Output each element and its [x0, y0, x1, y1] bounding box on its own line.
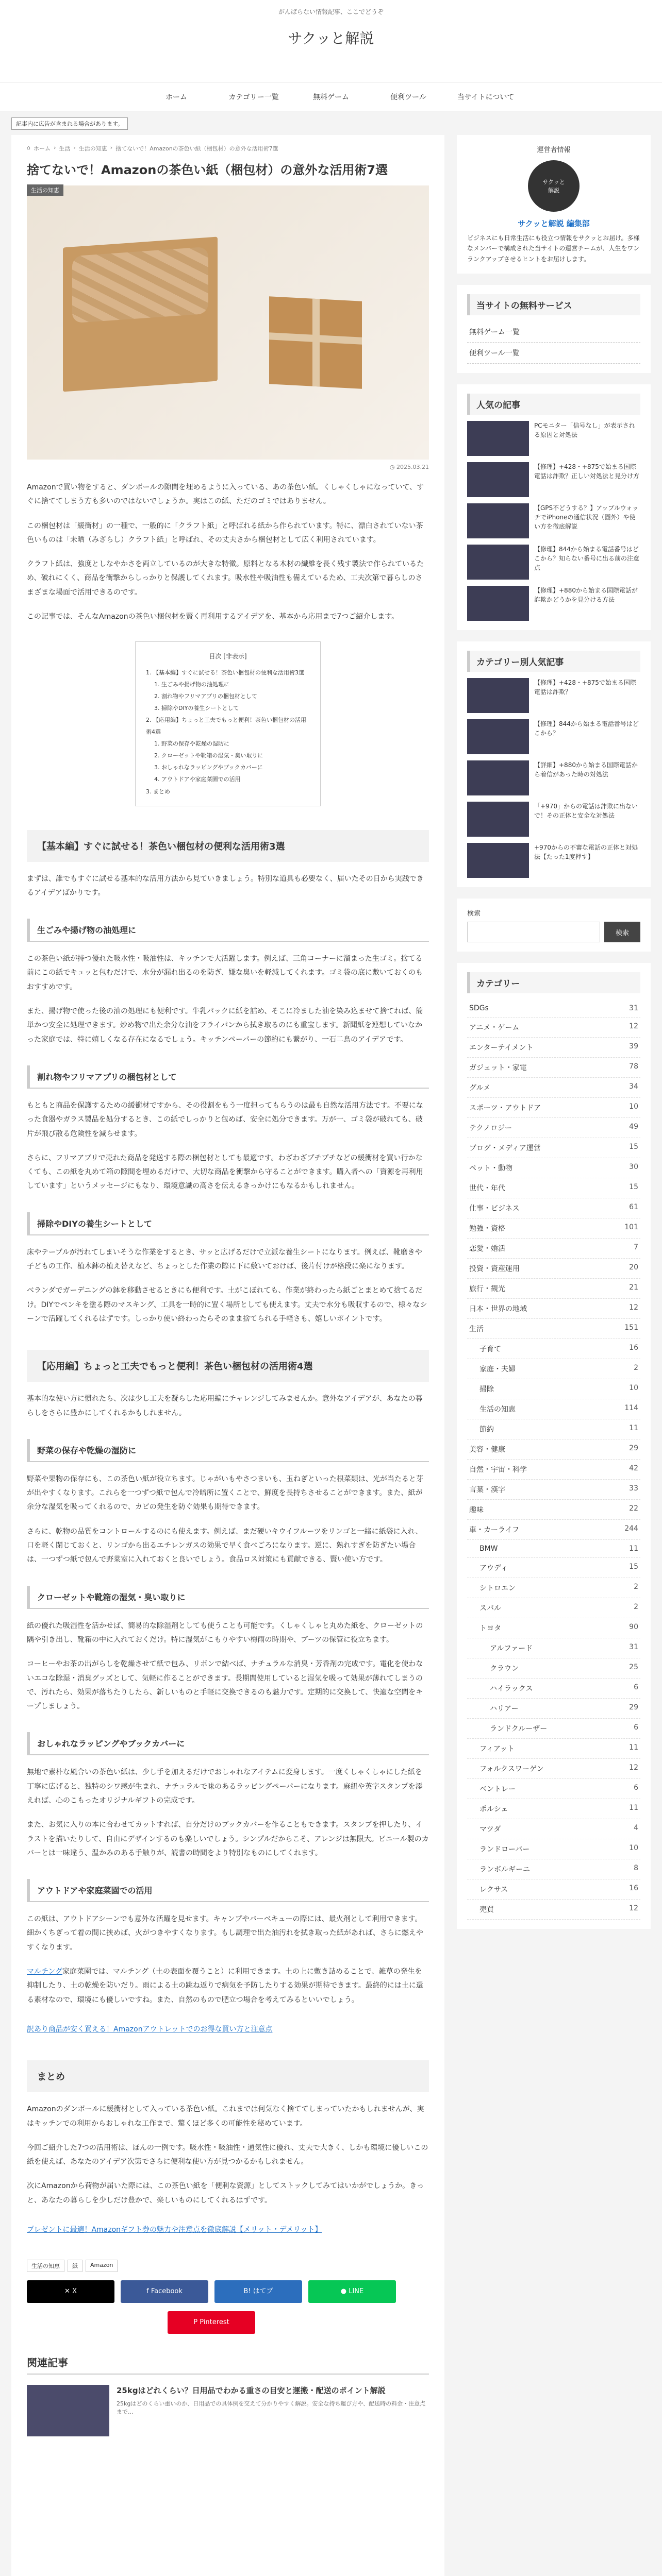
category-name: BMW	[479, 1545, 498, 1553]
category-count: 6	[634, 1683, 638, 1692]
pr-notice: 記事内に広告が含まれる場合があります。	[11, 117, 128, 130]
tag-list	[27, 2260, 429, 2272]
popular-title[interactable]: 【詳細】+880から始まる国際電話から着信があった時の対処法	[534, 761, 638, 778]
toc-item[interactable]: 4. アウトドアや家庭菜園での活用	[154, 776, 241, 783]
category-name: テクノロジー	[469, 1124, 512, 1133]
category-name: スバル	[479, 1604, 501, 1613]
category-label[interactable]: 生活の知恵	[27, 184, 63, 196]
body-paragraph: また、お気に入りの本に合わせてカットすれば、自分だけのブックカバーを作ることもできます。スタンプを押したり、イラストを描いたりして、自由にデザインするのも楽しいでしょう。シンプルだからこそ、アレンジは無限大。ビニール製のカバーとは一味違う、温かみのある手触りが、読書の時間をより特別なものにしてくれます。	[27, 1821, 429, 1857]
search-button[interactable]: 検索	[604, 922, 640, 942]
related-article-title[interactable]: 25kgはどれくらい？日用品でわかる重さの目安と運搬・配送のポイント解説	[117, 2386, 386, 2396]
subsection-heading: アウトドアや家庭菜園での活用	[27, 1879, 429, 1902]
category-name: フィアット	[479, 1745, 515, 1754]
popular-thumbnail[interactable]	[467, 503, 529, 538]
category-item[interactable]	[467, 1699, 640, 1719]
category-count: 49	[629, 1123, 638, 1131]
category-name: スポーツ・アウトドア	[469, 1104, 541, 1113]
body-paragraph: さらに、乾物の品質をコントロールするのにも使えます。例えば、まだ硬いキウイフルーツをリンゴと一緒に紙袋に入れ、口を軽く閉じておくと、リンゴから出るエチレンガスの効果で早く食べごろになります。逆に、熟れすぎを防ぎたい場合は、一つずつ紙で包んで野菜室に入れておくと良いでしょう。食品ロス対策にも貢献できる、賢い使い方です。	[27, 1527, 423, 1564]
category-count: 151	[624, 1324, 638, 1332]
category-item[interactable]	[467, 1779, 640, 1799]
category-count: 7	[634, 1243, 638, 1252]
category-name: アルファード	[490, 1645, 533, 1653]
global-nav	[0, 82, 662, 111]
body-paragraph: 次にAmazonから荷物が届いた際には、この茶色い紙を「便利な資源」としてストックしてみてはいかがでしょうか。きっと、あなたの暮らしを少しだけ豊かで、楽しいものにしてくれるはずです。	[27, 2182, 424, 2205]
breadcrumb-life[interactable]: 生活	[59, 145, 71, 152]
category-name: グルメ	[469, 1084, 491, 1093]
category-item[interactable]	[467, 1598, 640, 1618]
body-paragraph: また、揚げ物で使った後の油の処理にも便利です。牛乳パックに紙を詰め、そこに冷ました油を染み込ませて捨てれば、簡単かつ安全に処理できます。炒め物で出た余分な油をフライパンから拭き取るのにも重宝します。新聞紙を連想していなかった家庭では、特に嬉しくなる存在になるでしょう。キッチンペーパーの節約にも繋がり、一石二鳥のアイデアです。	[27, 1007, 423, 1044]
category-name: ペット・動物	[469, 1164, 512, 1173]
category-name: 日本・世界の地域	[469, 1305, 527, 1314]
related-heading: 関連記事	[27, 2354, 429, 2375]
line-icon: ●	[340, 2287, 349, 2296]
category-count: 10	[629, 1844, 638, 1853]
body-paragraph: Amazonのダンボールに緩衝材として入っている茶色い紙。これまでは何気なく捨ててしまっていたかもしれませんが、実はキッチンでの利用からおしゃれな工作まで、驚くほど多くの可能性を秘めています。	[27, 2105, 424, 2128]
category-name: 掃除	[479, 1385, 494, 1394]
category-item[interactable]	[467, 1500, 640, 1520]
body-paragraph: ベランダでガーデニングの鉢を移動させるときにも便利です。土がこぼれても、作業が終わったら紙ごとまとめて捨てるだけ。DIYでペンキを塗る際のマスキング、工具を一時的に置く場所としても使えます。丈夫で水分も吸収するので、様々なシーンで活躍してくれるはずです。しっかり使い終わったらそのまま捨てられる手軽さも、嬉しいポイントです。	[27, 1286, 427, 1323]
popular-thumbnail[interactable]	[467, 586, 529, 621]
category-count: 12	[629, 1904, 638, 1913]
category-count: 42	[629, 1464, 638, 1473]
category-name: シトロエン	[479, 1584, 516, 1593]
paragraph-text: 家庭菜園では、マルチング（土の表面を覆うこと）に利用できます。土の上に敷き詰めることで、雑草の発生を抑制したり、土の乾燥を防いだり。雨による土の跳ね返りで病気を予防したりする効果が期待できます。最終的には土に還る素材なので、環境にも優しいですね。また、自然のもので肥立つ場合を考えてみるといいでしょう。	[27, 1968, 423, 2004]
category-name: 家庭・夫婦	[479, 1365, 516, 1374]
toc-item[interactable]: 2. 割れ物やフリマアプリの梱包材として	[154, 692, 257, 700]
category-name: 言葉・漢字	[469, 1486, 505, 1495]
site-tagline: がんばらない情報記事、ここでどうぞ	[278, 8, 384, 15]
category-name: 売買	[479, 1906, 494, 1914]
category-item[interactable]	[467, 1299, 640, 1319]
category-count: 12	[629, 1022, 638, 1031]
category-item[interactable]	[467, 999, 640, 1018]
category-item[interactable]	[467, 1218, 640, 1239]
subsection-heading: クローゼットや靴箱の湿気・臭い取りに	[27, 1586, 429, 1609]
body-paragraph: 床やテーブルが汚れてしまいそうな作業をするとき、サッと広げるだけで立派な養生シートになります。例えば、靴磨きや子どもの工作、植木鉢の植え替えなど、ちょっとした作業の際に下に敷いておけば、後片付けが格段に楽になります。	[27, 1248, 422, 1271]
category-item[interactable]	[467, 1719, 640, 1739]
category-count: 2	[634, 1364, 638, 1372]
popular-article[interactable]	[467, 545, 640, 580]
popular-thumbnail[interactable]	[467, 678, 529, 713]
category-count: 15	[629, 1143, 638, 1151]
widget-title: カテゴリー別人気記事	[467, 651, 640, 672]
category-item[interactable]	[467, 1098, 640, 1118]
category-count: 39	[629, 1042, 638, 1051]
category-name: 恋愛・婚活	[469, 1245, 505, 1253]
category-count: 33	[629, 1484, 638, 1493]
intro-paragraph: Amazonで買い物をすると、ダンボールの隙間を埋めるように入っている、あの茶色い紙。くしゃくしゃになっていて、すぐに捨ててしまう方も多いのではないでしょうか。実はこの紙、ただのゴミではありません。	[27, 483, 424, 506]
nav-free-games[interactable]: 無料ゲーム	[313, 93, 349, 101]
related-article-desc: 25kgはどのくらい重いのか、日用品での具体例を交えて分かりやすく解説。安全な持ち運び方や、配送時の料金・注意点まで...	[117, 2400, 426, 2416]
category-count: 114	[624, 1404, 638, 1413]
category-name: フォルクスワーゲン	[479, 1765, 544, 1774]
category-count: 11	[629, 1743, 638, 1752]
breadcrumb	[27, 144, 429, 152]
body-paragraph: 今回ご紹介した7つの活用術は、ほんの一例です。吸水性・吸油性・通気性に優れ、丈夫で大きく、しかも環境に優しいこの紙を使えば、あなたのアイデア次第でさらに便利な使い方が見つかるかもしれません。	[27, 2143, 428, 2166]
profile-widget	[457, 135, 651, 274]
category-item[interactable]	[467, 1399, 640, 1419]
category-item[interactable]	[467, 1158, 640, 1178]
category-item[interactable]	[467, 1558, 640, 1578]
body-paragraph: 紙の優れた吸湿性を活かせば、簡易的な除湿剤としても使うことも可能です。くしゃくしゃと丸めた紙を、クローゼットの隅や引き出し、靴箱の中に入れておくだけ。特に湿気がこもりやすい梅雨の時期や、ブーツの保管に役立ちます。	[27, 1621, 423, 1644]
category-item[interactable]	[467, 1178, 640, 1198]
category-count: 15	[629, 1563, 638, 1571]
chevron-right-icon: ›	[53, 144, 56, 151]
subsection-heading: 割れ物やフリマアプリの梱包材として	[27, 1065, 429, 1089]
category-name: レクサス	[479, 1886, 508, 1894]
category-count: 29	[629, 1444, 638, 1453]
category-name: 投資・資産運用	[469, 1265, 520, 1274]
category-name: 旅行・観光	[469, 1285, 505, 1294]
section-heading: 【基本編】すぐに試せる！茶色い梱包材の便利な活用術3選	[27, 830, 429, 862]
breadcrumb-tips[interactable]: 生活の知恵	[78, 145, 107, 152]
category-item[interactable]	[467, 1078, 640, 1098]
toc-item[interactable]: 1. 野菜の保存や乾燥の湿防に	[154, 740, 229, 748]
category-name: ガジェット・家電	[469, 1064, 527, 1073]
category-count: 4	[634, 1824, 638, 1833]
category-item[interactable]	[467, 1618, 640, 1638]
intro-paragraph: この記事では、そんなAmazonの茶色い梱包材を賢く再利用するアイデアを、基本から応用まで7つご紹介します。	[27, 613, 399, 621]
category-count: 25	[629, 1663, 638, 1672]
category-item[interactable]	[467, 1658, 640, 1679]
site-header	[0, 0, 662, 82]
category-item[interactable]	[467, 1799, 640, 1819]
category-item[interactable]	[467, 1739, 640, 1759]
category-name: ポルシェ	[479, 1805, 508, 1814]
nav-home[interactable]: ホーム	[166, 93, 187, 101]
category-count: 31	[629, 1004, 638, 1013]
intro-paragraph: クラフト紙は、強度としなやかさを両立しているのが大きな特徴。原料となる木材の繊維を長く残す製法で作られているため、破れにくく、商品を衝撃からしっかりと保護してくれます。吸水性や吸油性も備えているため、工夫次第で暮らしのさまざまな場面で活用できるのです。	[27, 560, 424, 597]
category-item[interactable]	[467, 1460, 640, 1480]
body-paragraph: コーヒーやお茶の出がらしを乾燥させて紙で包み、リボンで結べば、ナチュラルな消臭・芳香剤の完成です。電化を使わないエコな除湿・消臭グッズとして、気軽に作ることができます。長期間使用していると湿気を吸って効果が薄れてしまうので、汚れたら、効果が落ちたりしたら、新しいものと手軽に交換できるのも魅力です。定期的に交換して、快適な空間をキープしましょう。	[27, 1660, 423, 1711]
category-name: ランドクルーザー	[490, 1725, 548, 1734]
category-item[interactable]	[467, 1038, 640, 1058]
category-item[interactable]	[467, 1439, 640, 1460]
category-item[interactable]	[467, 1578, 640, 1598]
category-name: 趣味	[469, 1506, 484, 1515]
section-lead: 基本的な使い方に慣れたら、次は少し工夫を凝らした応用編にチャレンジしてみませんか。意外なアイデアが、あなたの暮らしをさらに豊かにしてくれるかもしれません。	[27, 1395, 423, 1417]
tag-item[interactable]: Amazon	[86, 2260, 118, 2272]
category-popular-widget	[457, 641, 651, 887]
share-x-button[interactable]: ✕ X	[27, 2280, 114, 2303]
category-count: 101	[624, 1223, 638, 1232]
popular-article[interactable]	[467, 678, 640, 713]
share-pinterest-button[interactable]: P Pinterest	[168, 2311, 255, 2334]
category-count: 244	[624, 1524, 638, 1533]
main-content	[11, 135, 444, 2576]
category-count: 30	[629, 1163, 638, 1172]
popular-article[interactable]	[467, 760, 640, 795]
popular-title[interactable]: 【修理】+428・+875で始まる国際電話は詐欺？	[534, 679, 636, 696]
cardboard-box-image	[63, 237, 218, 392]
category-count: 12	[629, 1764, 638, 1772]
category-list	[467, 999, 640, 1920]
search-input[interactable]	[467, 922, 600, 942]
profile-desc: ビジネスにも日常生活にも役立つ情報をサクッとお届け。多様なメンバーで構成された当サイトの運営チームが、人生をワンランクアップさせるヒントをお届けします。	[467, 234, 640, 263]
widget-title: カテゴリー	[467, 972, 640, 993]
search-label: 検索	[467, 910, 481, 918]
category-count: 61	[629, 1203, 638, 1212]
popular-article[interactable]	[467, 586, 640, 621]
category-count: 12	[629, 1303, 638, 1312]
body-paragraph: この茶色い紙が持つ優れた吸水性・吸油性は、キッチンで大活躍します。例えば、三角コーナーに溜まった生ゴミ。捨てる前にこの紙でキュッと包むだけで、水分が漏れ出るのを防ぎ、嫌な臭いを軽減してくれます。ゴミ袋の底に敷いておくのもおすすめです。	[27, 955, 423, 991]
category-item[interactable]	[467, 1058, 640, 1078]
category-item[interactable]	[467, 1879, 640, 1900]
category-name: ランドローバー	[479, 1845, 530, 1854]
category-item[interactable]	[467, 1900, 640, 1920]
tag-item[interactable]: 生活の知恵	[27, 2260, 64, 2272]
category-count: 11	[629, 1545, 638, 1553]
toc-item[interactable]: 2. 【応用編】ちょっと工夫でもっと便利！茶色い梱包材の活用術4選	[146, 716, 306, 736]
toc-item[interactable]: 1. 生ごみや揚げ物の油処理に	[154, 681, 229, 688]
popular-article[interactable]	[467, 421, 640, 456]
category-count: 22	[629, 1504, 638, 1513]
category-name: ブログ・メディア運営	[469, 1144, 541, 1153]
popular-title[interactable]: 【GPS不どうする？】アップルウォッチでiPhoneの通信状況（圏外）や使い方を徹底解説	[534, 504, 639, 531]
site-title[interactable]: サクッと解説	[288, 30, 374, 47]
free-services-widget	[457, 285, 651, 373]
intro-paragraph: この梱包材は「緩衝材」の一種で、一般的に「クラフト紙」と呼ばれる紙から作られています。特に、漂白されていない茶色いものは「未晒（みざらし）クラフト紙」と呼ばれ、その丈夫さから梱包材として広く利用されています。	[27, 521, 423, 544]
category-count: 8	[634, 1864, 638, 1873]
category-count: 11	[629, 1424, 638, 1433]
category-item[interactable]	[467, 1018, 640, 1038]
category-name: 勉強・資格	[469, 1225, 505, 1233]
category-item[interactable]	[467, 1759, 640, 1779]
category-item[interactable]	[467, 1239, 640, 1259]
category-count: 90	[629, 1623, 638, 1632]
category-item[interactable]	[467, 1540, 640, 1558]
popular-thumbnail[interactable]	[467, 760, 529, 795]
pinterest-icon: P	[193, 2318, 200, 2327]
popular-title[interactable]: 【修理】+880から始まる国際電話が詐欺かどうかを見分ける方法	[534, 587, 638, 604]
popular-thumbnail[interactable]	[467, 719, 529, 754]
popular-thumbnail[interactable]	[467, 802, 529, 837]
category-item[interactable]	[467, 1259, 640, 1279]
related-thumbnail[interactable]	[27, 2385, 109, 2436]
category-item[interactable]	[467, 1138, 640, 1158]
popular-thumbnail[interactable]	[467, 462, 529, 497]
popular-thumbnail[interactable]	[467, 421, 529, 456]
widget-title: 人気の記事	[467, 394, 640, 415]
category-name: クラウン	[490, 1665, 519, 1673]
free-games-link[interactable]: 無料ゲーム一覧	[467, 321, 640, 343]
popular-title[interactable]: +970からの不審な電話の正体と対処法【たった1度押す】	[534, 844, 638, 861]
subsection-heading: 掃除やDIYの養生シートとして	[27, 1212, 429, 1235]
category-count: 2	[634, 1603, 638, 1612]
body-paragraph: 無地で素朴な風合いの茶色い紙は、少し手を加えるだけでおしゃれなアイテムに変身します。一度くしゃくしゃにした紙を丁寧に広げると、独特のシワ感が生まれ、ナチュラルで味のあるラッピングペーパーになります。麻紐や英字スタンプを添えれば、心のこもったオリジナルギフトの完成です。	[27, 1768, 423, 1805]
popular-thumbnail[interactable]	[467, 545, 529, 580]
category-item[interactable]	[467, 1520, 640, 1540]
popular-title[interactable]: 【修理】844から始まる電話番号はどこから？知らない番号に出る前の注意点	[534, 546, 640, 572]
category-count: 31	[629, 1643, 638, 1652]
subsection-heading: 生ごみや揚げ物の油処理に	[27, 919, 429, 942]
category-count: 11	[629, 1804, 638, 1812]
category-item[interactable]	[467, 1859, 640, 1879]
mulching-link[interactable]: マルチング	[27, 1968, 63, 1976]
category-item[interactable]	[467, 1679, 640, 1699]
related-link-outlet[interactable]: 訳あり商品が安く買える！Amazonアウトレットでのお得な買い方と注意点	[27, 2025, 273, 2033]
category-item[interactable]	[467, 1118, 640, 1138]
search-widget	[457, 899, 651, 952]
category-name: 美容・健康	[469, 1446, 505, 1454]
popular-title[interactable]: 【修理】+428・+875で始まる国際電話は詐欺？正しい対処法と見分け方	[534, 463, 640, 480]
share-line-button[interactable]: ● LINE	[308, 2280, 396, 2303]
share-buttons	[27, 2280, 429, 2303]
nav-about[interactable]: 当サイトについて	[457, 93, 515, 101]
popular-article[interactable]	[467, 843, 640, 878]
eyecatch-image	[27, 185, 429, 460]
category-name: アウディ	[479, 1564, 508, 1573]
toc-title[interactable]: 目次 [非表示]	[209, 653, 247, 660]
section-lead: まずは、誰でもすぐに試せる基本的な活用方法から見ていきましょう。特別な道具も必要なく、届いたその日から実践できるアイデアばかりです。	[27, 874, 424, 897]
category-count: 2	[634, 1583, 638, 1591]
popular-article[interactable]	[467, 503, 640, 538]
category-count: 16	[629, 1884, 638, 1893]
category-name: ランボルギーニ	[479, 1866, 530, 1874]
toc-item[interactable]: 2. クローゼットや靴箱の湿気・臭い取りに	[154, 752, 263, 759]
category-item[interactable]	[467, 1839, 640, 1859]
category-count: 21	[629, 1283, 638, 1292]
category-name: ハイラックス	[490, 1685, 533, 1693]
share-facebook-button[interactable]: f Facebook	[121, 2280, 208, 2303]
category-count: 16	[629, 1344, 638, 1352]
category-item[interactable]	[467, 1419, 640, 1439]
category-count: 15	[629, 1183, 638, 1192]
popular-article[interactable]	[467, 802, 640, 837]
toc-item[interactable]: 3. おしゃれなラッピングやブックカバーに	[154, 764, 263, 771]
category-count: 78	[629, 1062, 638, 1071]
breadcrumb-current: 捨てないで！Amazonの茶色い紙（梱包材）の意外な活用術7選	[115, 145, 278, 152]
body-paragraph	[27, 1965, 429, 2007]
operator-caption: 運営者情報	[537, 146, 571, 154]
body-paragraph: この紙は、アウトドアシーンでも意外な活躍を見せます。キャンプやバーベキューの際には、最火剤として利用できます。細かくちぎって着の間に挟めば、火がつきやすくなります。もし調理で出た油汚れを拭き取った紙があれば、さらに燃えやすくなります。	[27, 1915, 423, 1952]
category-count: 20	[629, 1263, 638, 1272]
category-item[interactable]	[467, 1638, 640, 1658]
popular-widget	[457, 384, 651, 630]
category-count: 6	[634, 1723, 638, 1732]
category-item[interactable]	[467, 1359, 640, 1379]
subsection-heading: おしゃれなラッピングやブックカバーに	[27, 1732, 429, 1755]
popular-title[interactable]: PCモニター「信号なし」が表示される原因と対処法	[534, 422, 635, 439]
toc-item[interactable]: 3. まとめ	[146, 788, 170, 795]
category-item[interactable]	[467, 1319, 640, 1339]
widget-title: 当サイトの無料サービス	[467, 294, 640, 315]
related-article[interactable]	[27, 2385, 429, 2436]
share-hatena-button[interactable]: B! はてブ	[214, 2280, 302, 2303]
popular-article[interactable]	[467, 462, 640, 497]
popular-article[interactable]	[467, 719, 640, 754]
tag-item[interactable]: 紙	[68, 2260, 82, 2272]
category-name: 生活の知恵	[479, 1405, 516, 1414]
nav-tools[interactable]: 便利ツール	[390, 93, 426, 101]
category-count: 10	[629, 1103, 638, 1111]
toc-item[interactable]: 1. 【基本編】すぐに試せる！茶色い梱包材の便利な活用術3選	[146, 669, 304, 676]
category-name: ベントレー	[479, 1785, 516, 1794]
avatar: サクッと 解説	[528, 160, 580, 212]
popular-title[interactable]: 【修理】844から始まる電話番号はどこから？	[534, 720, 639, 737]
related-link-giftcard[interactable]: プレゼントに最適！Amazonギフト券の魅力や注意点を徹底解説【メリット・デメリット】	[27, 2226, 322, 2234]
body-paragraph: もともと商品を保護するための緩衝材ですから、その役割をもう一度担ってもらうのは最も自然な活用方法です。不要になった食器やガラス製品を処分するとき、この紙でしっかりと包めば、安全に処分できます。万が一、ゴミ袋が破れても、破片が飛び散る危険性を減らせます。	[27, 1101, 423, 1138]
breadcrumb-home[interactable]: ホーム	[33, 145, 51, 152]
article-title: 捨てないで！Amazonの茶色い紙（梱包材）の意外な活用術7選	[27, 163, 388, 177]
category-name: アニメ・ゲーム	[469, 1024, 520, 1032]
category-item[interactable]	[467, 1480, 640, 1500]
subsection-heading: 野菜の保存や乾燥の湿防に	[27, 1439, 429, 1462]
category-item[interactable]	[467, 1198, 640, 1218]
category-name: 子育て	[479, 1345, 501, 1354]
category-name: エンターテイメント	[469, 1044, 534, 1053]
category-name: トヨタ	[479, 1624, 501, 1633]
facebook-icon: f	[146, 2287, 151, 2296]
category-item[interactable]	[467, 1339, 640, 1359]
category-name: 車・カーライフ	[469, 1526, 520, 1535]
category-name: 節約	[479, 1426, 494, 1434]
body-paragraph: 野菜や果物の保存にも、この茶色い紙が役立ちます。じゃがいもやさつまいも、玉ねぎといった根菜類は、光が当たると芽が出やすくなります。これらを一つずつ紙で包んで冷暗所に置くことで、鮮度を長持ちさせることができます。また、紙が余分な湿気を吸ってくれるので、カビの発生を防ぐ効果も期待できます。	[27, 1475, 423, 1512]
category-name: ハリアー	[490, 1705, 519, 1714]
category-count: 34	[629, 1082, 638, 1091]
hatena-icon: B!	[243, 2287, 253, 2296]
toc-item[interactable]: 3. 掃除やDIYの養生シートとして	[154, 704, 239, 711]
tools-link[interactable]: 便利ツール一覧	[467, 343, 640, 364]
category-name: 自然・宇宙・科学	[469, 1466, 527, 1475]
x-icon: ✕	[64, 2287, 73, 2296]
category-item[interactable]	[467, 1379, 640, 1399]
category-name: マツダ	[479, 1825, 501, 1834]
chevron-right-icon: ›	[73, 144, 76, 151]
post-date: ◷ 2025.03.21	[389, 464, 429, 470]
home-icon: ⌂	[27, 144, 30, 151]
category-name: 世代・年代	[469, 1184, 505, 1193]
category-item[interactable]	[467, 1279, 640, 1299]
nav-categories[interactable]: カテゴリー一覧	[228, 93, 279, 101]
popular-thumbnail[interactable]	[467, 843, 529, 878]
section-heading: 【応用編】ちょっと工夫でもっと便利！茶色い梱包材の活用術4選	[27, 1350, 429, 1382]
category-count: 6	[634, 1784, 638, 1792]
category-name: 仕事・ビジネス	[469, 1205, 520, 1213]
category-widget	[457, 963, 651, 1929]
category-count: 29	[629, 1703, 638, 1712]
category-name: SDGs	[469, 1004, 489, 1013]
clock-icon: ◷	[389, 464, 397, 470]
table-of-contents	[135, 641, 321, 806]
category-name: 生活	[469, 1325, 484, 1334]
section-heading: まとめ	[27, 2060, 429, 2092]
sidebar	[457, 135, 651, 1940]
chevron-right-icon: ›	[110, 144, 113, 151]
category-item[interactable]	[467, 1819, 640, 1839]
body-paragraph: さらに、フリマアプリで売れた商品を発送する際の梱包材としても最適です。わざわざプチプチなどの緩衝材を買い行かなくても、この紙を丸めて箱の隙間を埋めるだけで、大切な商品を衝撃から守ることができます。購入者への「資源を再利用しています」というメッセージにもなり、環境意識の高さを伝えるきっかけにもなるかもしれません。	[27, 1154, 423, 1191]
popular-title[interactable]: 「+970」からの電話は詐欺に出ないで！その正体と安全な対処法	[534, 803, 638, 820]
category-count: 10	[629, 1384, 638, 1393]
gift-box-image	[269, 296, 362, 388]
profile-name[interactable]: サクッと解説 編集部	[518, 219, 590, 228]
